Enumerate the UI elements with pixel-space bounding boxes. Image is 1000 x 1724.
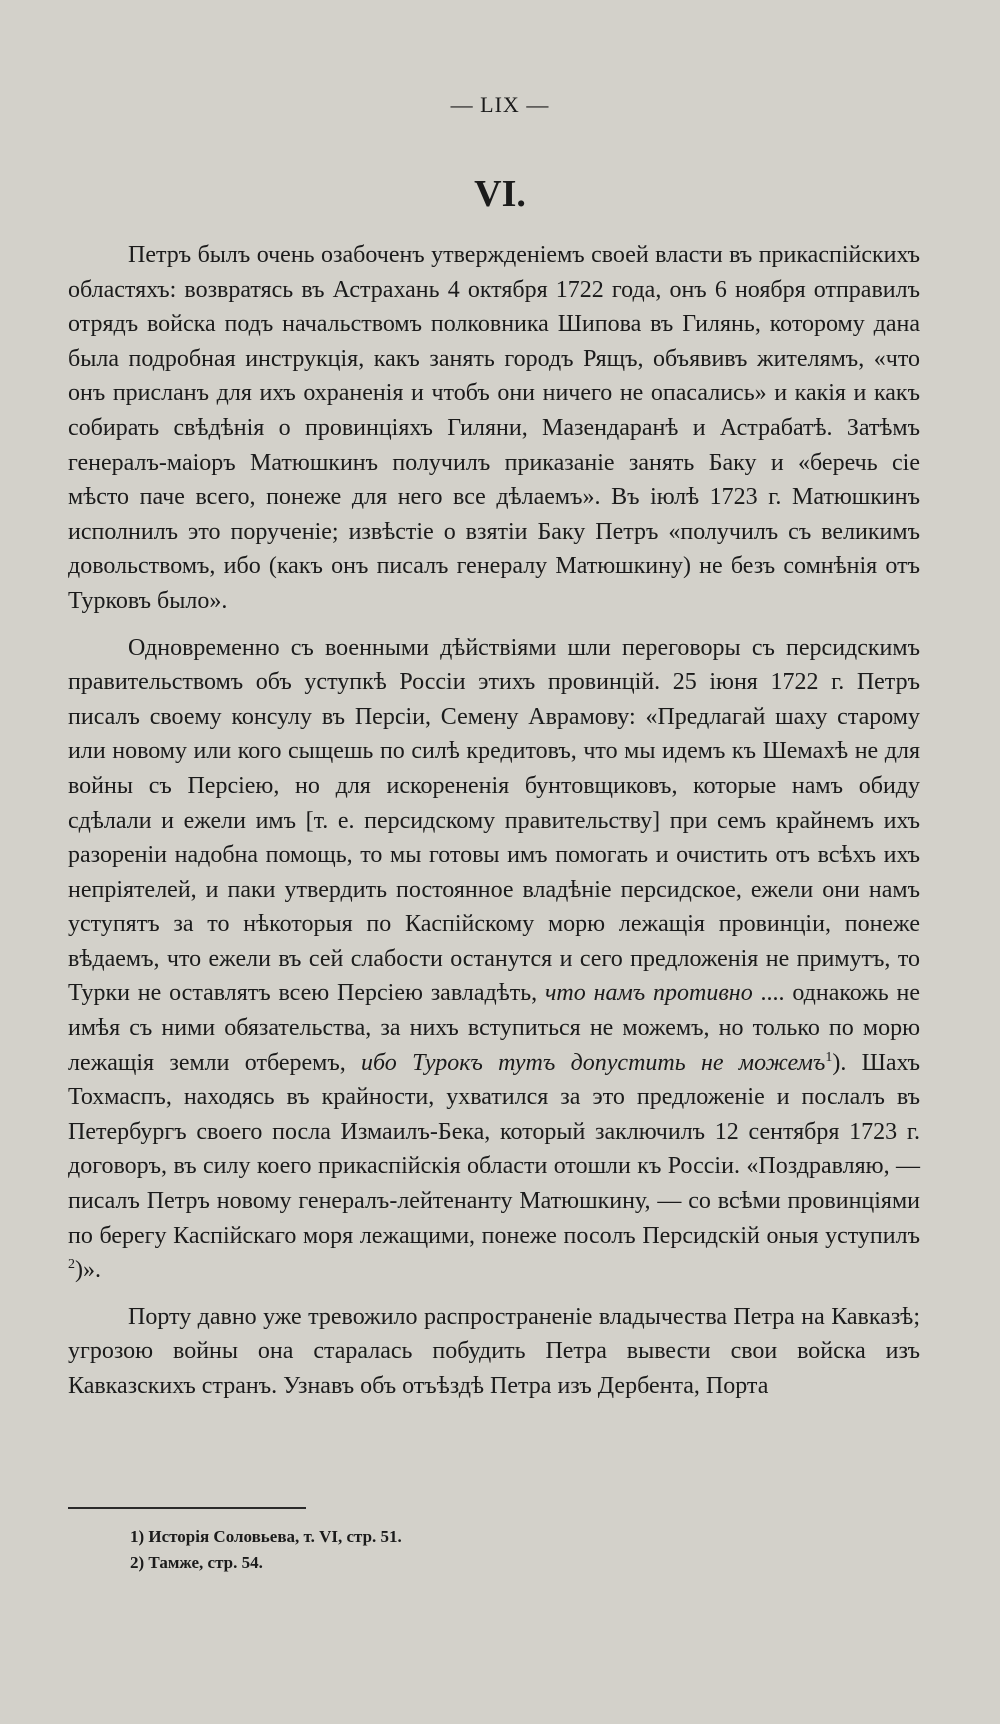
main-text — [68, 238, 920, 1404]
paragraph-2-italic-a: что намъ противно — [544, 980, 753, 1007]
footnote-ref-1: 1 — [825, 1049, 833, 1065]
paragraph-2-text-a: Одновременно съ военными дѣйствіями шли переговоры съ персидскимъ правительствомъ объ уступкѣ Россіи этихъ провинцій. 25 іюня 1722 г. Петръ писалъ своему консулу въ Персіи, Семену Аврамову: «Предлагай шаху старому или новому или кого сыщешь по силѣ кредитовъ, что мы идемъ къ Шемахѣ не для войны съ Персіею, но для искорененія бунтовщиковъ, которые намъ обиду сдѣлали и ежели имъ [т. е. персидскому правительству] при семъ крайнемъ ихъ разореніи надобна помощь, то мы готовы имъ помогать и очистить отъ всѣхъ ихъ непріятелей, и паки утвердить постоянное владѣніе персидское, ежели они намъ уступятъ за то нѣкоторыя по Каспійскому морю лежащія провинціи, понеже вѣдаемъ, что ежели въ сей слабости останутся и сего предложенія не примутъ, то Турки не оставлятъ всею Персіею завладѣть, — [68, 634, 920, 1007]
footnote-2: 2) Тамже, стр. 54. — [130, 1553, 263, 1572]
footnote-ref-2: 2 — [68, 1257, 75, 1273]
footnote-rule — [68, 1507, 306, 1509]
paragraph-2 — [68, 631, 920, 1288]
footnote-1: 1) Исторія Соловьева, т. VI, стр. 51. — [130, 1527, 402, 1546]
page-number: — LIX — — [450, 92, 550, 117]
paragraph-2-text-d: )». — [75, 1257, 101, 1284]
paragraph-2-text-b: .... однакожь не имѣя съ ними обязательства, за нихъ вступиться не можемъ, но только по морю лежащія земли отберемъ, — [68, 980, 921, 1076]
paragraph-1: Петръ былъ очень озабоченъ утвержденіемъ своей власти въ прикаспійскихъ областяхъ: возвратясь въ Астрахань 4 октября 1722 года, онъ 6 ноября отправилъ отрядъ войска подъ начальствомъ полковника Шипова въ Гилянь, которому дана была подробная инструкція, какъ занять городъ Рящъ, объявивъ жителямъ, «что онъ присланъ для ихъ охраненія и чтобъ они ничего не опасались» и какія и какъ собирать свѣдѣнія о провинціяхъ Гиляни, Мазендаранѣ и Астрабатѣ. Затѣмъ генералъ-маіоръ Матюшкинъ получилъ приказаніе занять Баку и «беречь сіе мѣсто паче всего, понеже для него все дѣлаемъ». Въ іюлѣ 1723 г. Матюшкинъ исполнилъ это порученіе; извѣстіе о взятіи Баку Петръ «получилъ съ великимъ довольствомъ, ибо (какъ онъ писалъ генералу Матюшкину) не безъ сомнѣнія отъ Турковъ было». — [68, 242, 920, 614]
paragraph-3: Порту давно уже тревожило распространеніе владычества Петра на Кавказѣ; угрозою войны она старалась побудить Петра вывести свои войска изъ Кавказскихъ странъ. Узнавъ объ отъѣздѣ Петра изъ Дербента, Порта — [68, 1303, 920, 1399]
paragraph-2-text-c: ). Шахъ Тохмаспъ, находясь въ крайности, ухватился за это предложеніе и послалъ въ Петербургъ своего посла Измаилъ-Бека, который заключилъ 12 сентября 1723 г. договоръ, въ силу коего прикаспійскія области отошли къ Россіи. «Поздравляю, — писалъ Петръ новому генералъ-лейтенанту Матюшкину, — со всѣми провинціями по берегу Каспійскаго моря лежащими, понеже посолъ Персидскій оныя уступилъ — [68, 1049, 920, 1249]
paragraph-2-italic-b: ибо Турокъ тутъ допустить не можемъ — [361, 1049, 826, 1076]
footnotes — [130, 1524, 830, 1576]
section-title: VI. — [474, 173, 526, 215]
